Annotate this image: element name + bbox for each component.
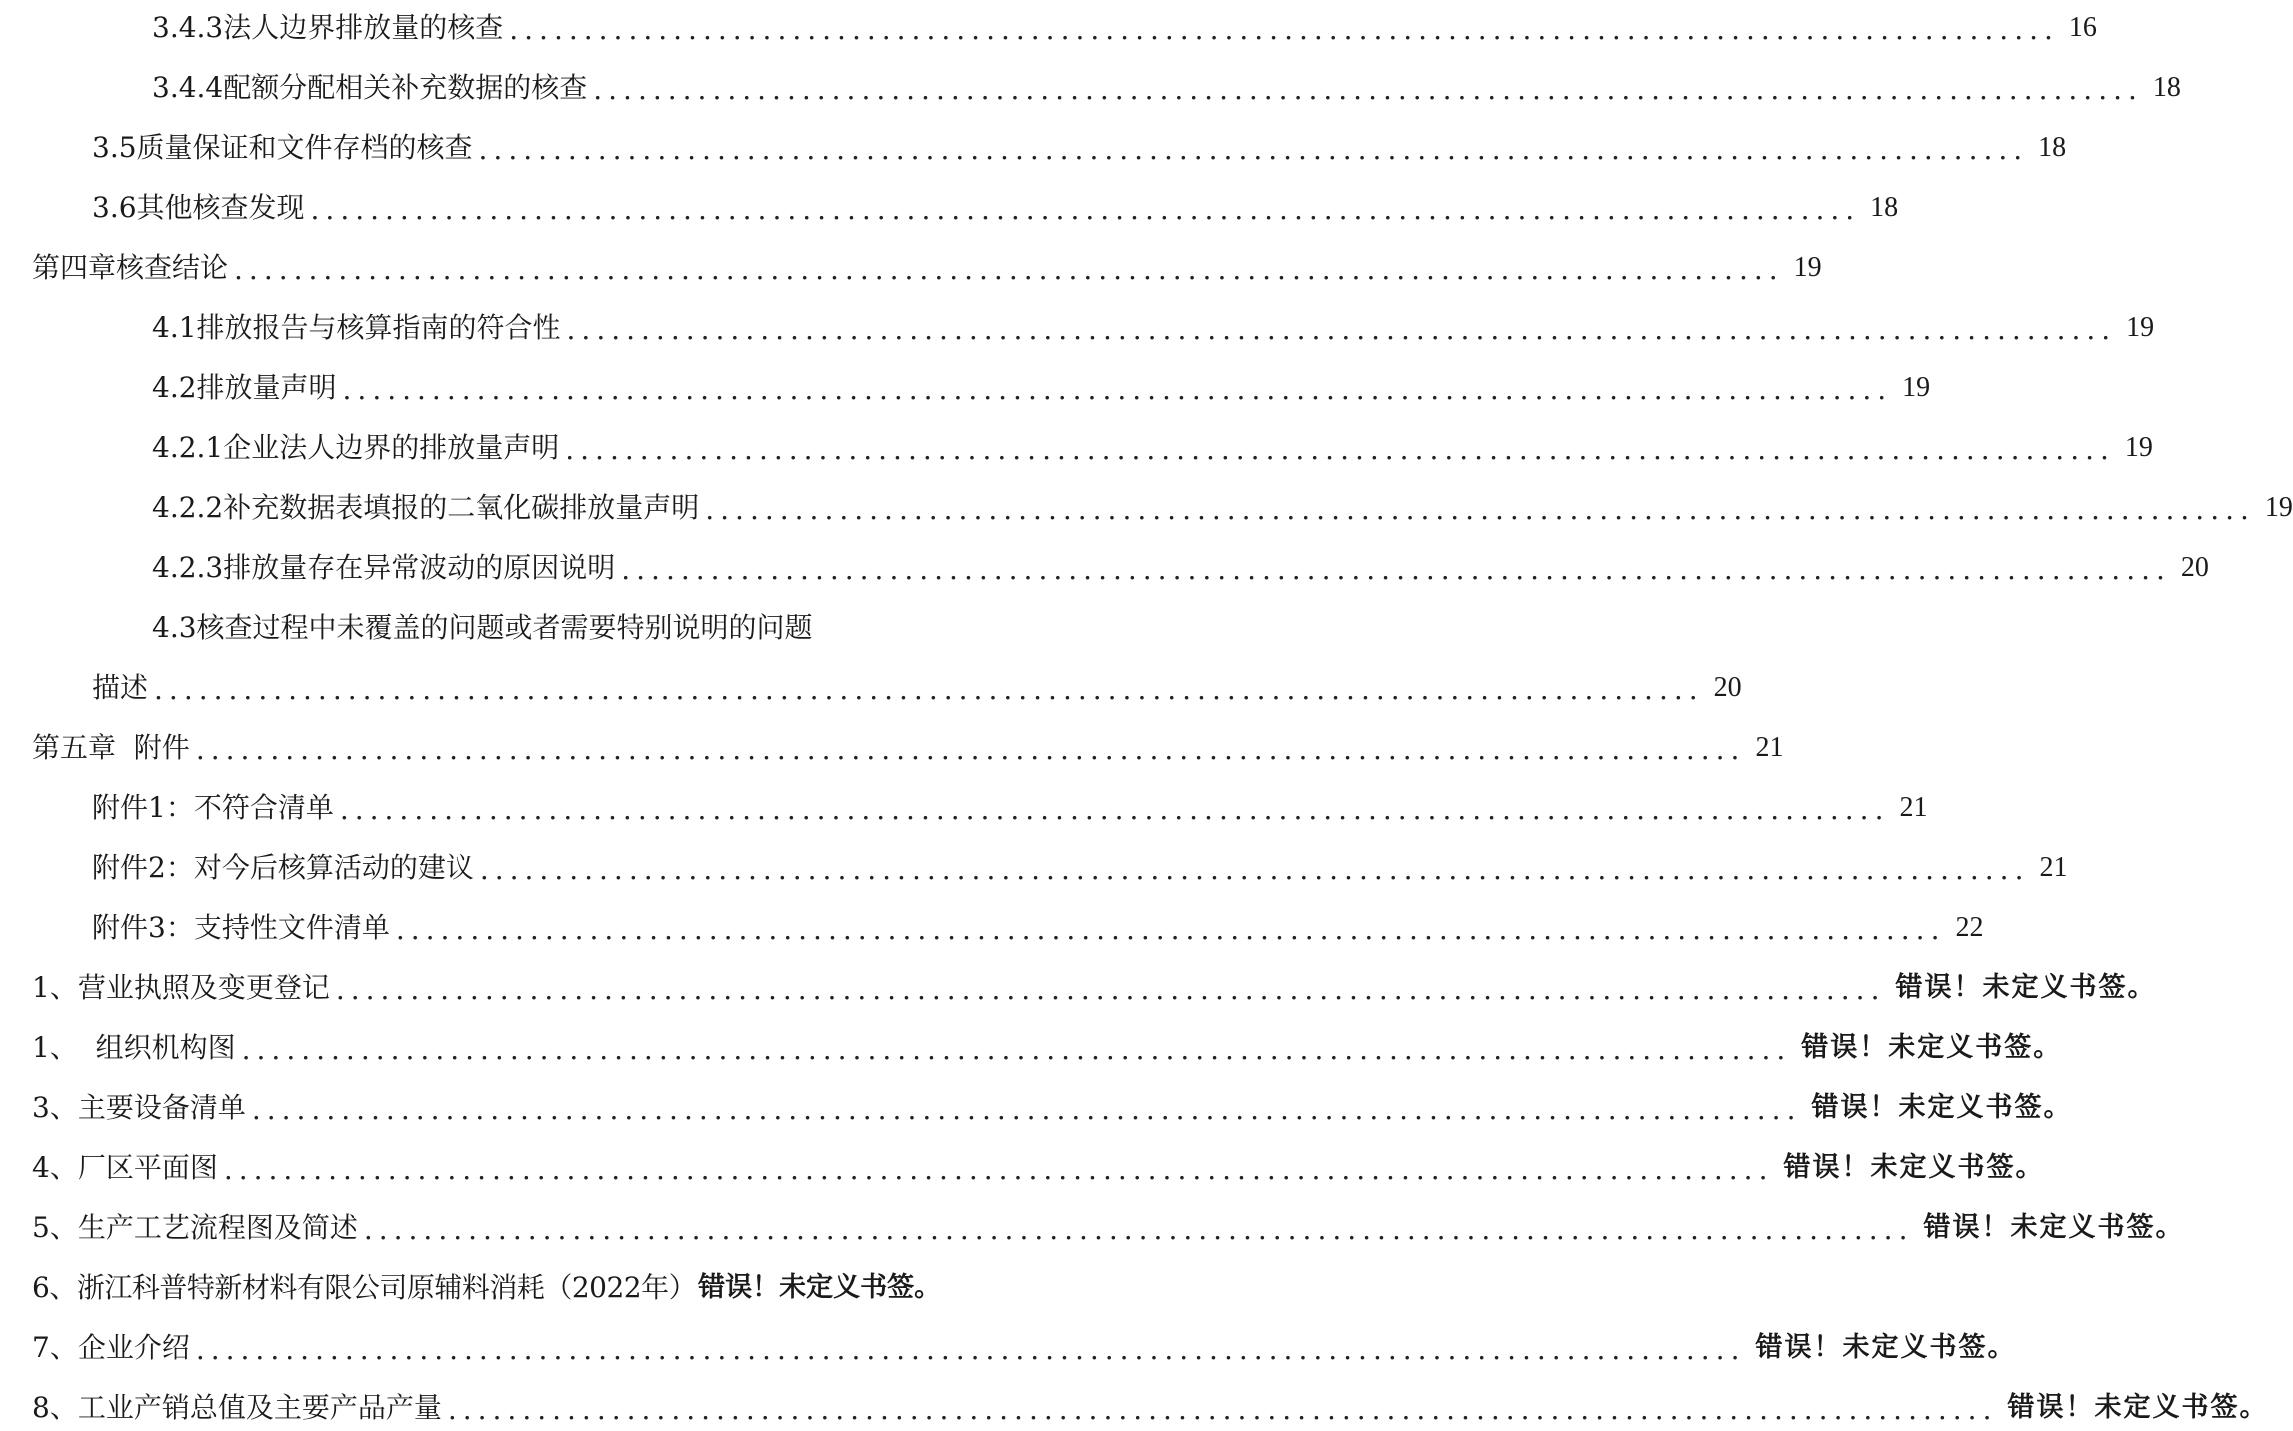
bookmark-error-text: 错误！未定义书签。	[1811, 1092, 2073, 1123]
toc-entry-attachment[interactable]	[0, 1328, 2017, 1368]
bookmark-error-text: 错误！未定义书签。	[1755, 1332, 2017, 1363]
toc-entry-title: 4.2.2补充数据表填报的二氧化碳排放量声明	[152, 491, 700, 524]
toc-entry-title: 3.4.4配额分配相关补充数据的核查	[152, 71, 588, 104]
toc-entry-title-line1[interactable]: 4.3核查过程中未覆盖的问题或者需要特别说明的问题	[152, 611, 813, 644]
toc-page-number: 18	[2038, 132, 2067, 163]
toc-entry-title: 7、企业介绍	[32, 1331, 190, 1364]
toc-entry-title: 3、主要设备清单	[32, 1091, 246, 1124]
toc-entry-chapter[interactable]	[0, 728, 1784, 768]
toc-page-number: 19	[2124, 432, 2153, 463]
toc-page-number: 21	[1755, 732, 1784, 763]
toc-entry[interactable]	[0, 368, 1931, 408]
toc-entry-attachment[interactable]	[0, 1268, 1000, 1308]
toc-entry-title: 6、浙江科普特新材料有限公司原辅料消耗（2022年）	[32, 1271, 697, 1304]
toc-entry-title: 5、生产工艺流程图及简述	[32, 1211, 358, 1244]
dot-leader: ........................................................................................................	[447, 1393, 1998, 1426]
bookmark-error-text: 错误！未定义书签。	[1923, 1212, 2185, 1243]
toc-entry[interactable]	[0, 428, 2153, 468]
dot-leader: ........................................................................................................	[335, 973, 1886, 1006]
toc-entry-title-line2: 描述	[92, 671, 149, 704]
toc-entry-title: 附件1：不符合清单	[92, 791, 334, 824]
toc-entry-title: 1、营业执照及变更登记	[32, 971, 330, 1004]
toc-entry-title: 3.4.3法人边界排放量的核查	[152, 11, 504, 44]
dot-leader: ........................................................................................................	[223, 1153, 1774, 1186]
dot-leader: ........................................................................................................	[395, 913, 1946, 946]
dot-leader: ........................................................................................................	[593, 73, 2143, 106]
dot-leader: ........................................................................................................	[478, 133, 2029, 166]
toc-entry-attachment[interactable]	[0, 1088, 2073, 1128]
dot-leader: ........................................................................................................	[154, 673, 1704, 706]
toc-entry-title: 4.1排放报告与核算指南的符合性	[152, 311, 561, 344]
toc-page-number: 19	[2126, 312, 2155, 343]
toc-entry-title: 8、工业产销总值及主要产品产量	[32, 1391, 442, 1424]
toc-entry-title: 附件3：支持性文件清单	[92, 911, 390, 944]
toc-entry-attachment[interactable]	[0, 1388, 2269, 1428]
toc-entry-chapter[interactable]	[0, 248, 1822, 288]
toc-entry-title: 第四章核查结论	[32, 251, 229, 284]
dot-leader: ........................................................................................................	[195, 733, 1746, 766]
toc-entry-attachment[interactable]	[0, 1208, 2185, 1248]
toc-page-number: 18	[1870, 192, 1899, 223]
dot-leader: ........................................................................................................	[310, 193, 1861, 226]
bookmark-error-text: 错误！未定义书签。	[2007, 1392, 2269, 1423]
toc-page-number: 19	[2264, 492, 2293, 523]
dot-leader: ........................................................................................................	[705, 493, 2255, 526]
bookmark-error-text: 错误！未定义书签。	[1801, 1032, 2063, 1063]
toc-entry-title: 1、 组织机构图	[32, 1031, 236, 1064]
toc-entry-title: 3.5质量保证和文件存档的核查	[92, 131, 473, 164]
toc-page-number: 20	[1713, 672, 1742, 703]
dot-leader: ........................................................................................................	[509, 13, 2059, 46]
toc-entry-title: 第五章 附件	[32, 731, 190, 764]
toc-entry[interactable]	[0, 668, 1742, 708]
toc-entry-title: 3.6其他核查发现	[92, 191, 305, 224]
toc-entry[interactable]	[0, 908, 1984, 948]
toc-entry-title: 4.2.3排放量存在异常波动的原因说明	[152, 551, 616, 584]
bookmark-error-text: 错误！未定义书签。	[698, 1272, 942, 1303]
dot-leader: ........................................................................................................	[566, 313, 2117, 346]
toc-entry-title: 附件2：对今后核算活动的建议	[92, 851, 474, 884]
toc-page-number: 16	[2068, 12, 2097, 43]
toc-entry-title: 4.2.1企业法人边界的排放量声明	[152, 431, 560, 464]
toc-entry[interactable]	[0, 308, 2155, 348]
toc-entry[interactable]	[0, 188, 1899, 228]
toc-entry[interactable]	[0, 548, 2209, 588]
toc-page-number: 22	[1955, 912, 1984, 943]
toc-entry-attachment[interactable]	[0, 1148, 2045, 1188]
toc-entry[interactable]	[0, 68, 2181, 108]
dot-leader: ........................................................................................................	[251, 1093, 1802, 1126]
dot-leader: ........................................................................................................	[363, 1213, 1914, 1246]
toc-page-number: 21	[1899, 792, 1928, 823]
toc-entry-attachment[interactable]	[0, 1028, 2063, 1068]
toc-entry[interactable]	[0, 848, 2068, 888]
toc-entry-title: 4.2排放量声明	[152, 371, 337, 404]
toc-entry[interactable]	[0, 128, 2067, 168]
toc-entry-title: 4、厂区平面图	[32, 1151, 218, 1184]
bookmark-error-text: 错误！未定义书签。	[1895, 972, 2157, 1003]
toc-page-number: 19	[1902, 372, 1931, 403]
toc-page-number: 18	[2152, 72, 2181, 103]
dot-leader: ........................................................................................................	[195, 1333, 1746, 1366]
dot-leader: ........................................................................................................	[342, 373, 1893, 406]
toc-page-number: 19	[1793, 252, 1822, 283]
bookmark-error-text: 错误！未定义书签。	[1783, 1152, 2045, 1183]
toc-entry-attachment[interactable]	[0, 968, 2157, 1008]
toc-entry[interactable]	[0, 788, 1928, 828]
dot-leader: ........................................................................................................	[241, 1033, 1792, 1066]
dot-leader: ........................................................................................................	[234, 253, 1784, 286]
dot-leader: ........................................................................................................	[621, 553, 2171, 586]
dot-leader: ........................................................................................................	[339, 793, 1890, 826]
dot-leader: ........................................................................................................	[479, 853, 2030, 886]
toc-page-number: 21	[2039, 852, 2068, 883]
toc-entry[interactable]	[0, 8, 2097, 48]
toc-page-number: 20	[2180, 552, 2209, 583]
toc-entry[interactable]	[0, 488, 2293, 528]
dot-leader: ........................................................................................................	[565, 433, 2115, 466]
